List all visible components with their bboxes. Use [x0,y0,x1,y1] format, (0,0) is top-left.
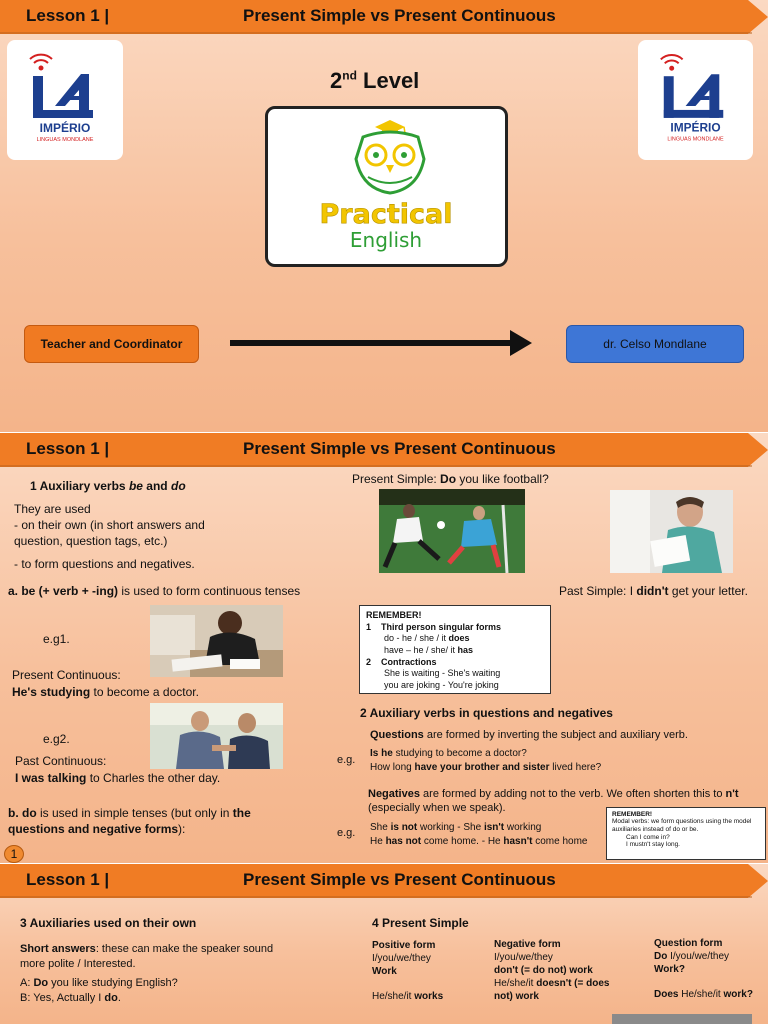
partial-photo [612,1014,752,1024]
remember-box [359,605,551,694]
modal-remember-box [606,807,766,860]
auxiliary-verbs-slide [0,433,768,863]
lesson-label: Lesson 1 | [26,6,110,25]
page-number-badge: 1 [4,845,24,863]
negative-example-1: She is not working - She isn't working [370,822,542,833]
svg-text:English: English [349,228,423,252]
slide-header [0,0,768,34]
practical-english-logo [265,106,508,267]
slide-header [0,864,768,898]
example-1-label: e.g1. [43,632,70,646]
imperio-logo-icon [638,40,753,160]
dialogue-line-b: B: Yes, Actually I do. [20,992,121,1004]
remember-heading-1: 1 Third person singular forms [366,621,502,632]
positive-form-column [372,939,443,1003]
svg-text:LINGUAS MONDLANE: LINGUAS MONDLANE [36,137,94,143]
football-photo [379,489,525,573]
section-4-title: 4 Present Simple [372,916,469,930]
remember-line: you are joking - You're joking [384,680,499,691]
men-talking-photo [150,703,283,769]
remember-example: Can I come in? [626,834,670,842]
section-1-title: 1 Auxiliary verbs be and do [30,479,186,493]
question-example-2: How long have your brother and sister lived here? [370,762,602,773]
remember-line: She is waiting - She's waiting [384,668,501,679]
question-form-line: Do I/you/we/they [654,951,730,962]
negative-form-line: I/you/we/they [494,952,553,963]
svg-text:Practical: Practical [319,199,453,230]
example-2-label: e.g2. [43,732,70,746]
remember-body: Modal verbs: we form questions using the model auxiliaries instead of do or be. [612,818,752,834]
student-studying-photo [150,605,283,677]
past-continuous-label: Past Continuous: [15,754,107,768]
short-answers-rule: Short answers: these can make the speaker sound more polite / Interested. [20,943,274,970]
lesson-label: Lesson 1 | [26,870,110,889]
student-photo-image [150,605,283,677]
remember-heading-2: 2 Contractions [366,656,437,667]
level-heading: 2nd Level [330,68,420,93]
remember-line: do - he / she / it does [384,633,470,644]
past-continuous-example: I was talking to Charles the other day. [15,771,221,785]
used-item-2: - to form questions and negatives. [14,557,195,571]
positive-form-heading: Positive form [372,940,436,951]
questions-rule: Questions are formed by inverting the subject and auxiliary verb. [370,729,688,741]
present-simple-example: Present Simple: Do you like football? [352,472,549,486]
football-image [379,489,525,573]
slide-header [0,433,768,467]
eg-label: e.g. [337,754,356,766]
imperio-logo-icon [7,40,123,160]
svg-text:IMPÉRIO: IMPÉRIO [670,120,721,135]
remember-line: have – he / she/ it has [384,645,474,656]
question-form-heading: Question form [654,938,723,949]
present-continuous-example: He's studying to become a doctor. [12,685,199,699]
section-3-title: 3 Auxiliaries used on their own [20,916,197,930]
remember-example: I mustn't stay long. [626,841,680,849]
svg-text:LINGUAS MONDLANE: LINGUAS MONDLANE [667,136,724,143]
header-title: Present Simple vs Present Continuous [243,870,556,889]
man-reading-letter-photo [610,490,733,573]
auxiliaries-own-slide [0,864,768,1024]
positive-form-line: He/she/it works [372,991,444,1002]
rule-a: a. be (+ verb + -ing) is used to form continuous tenses [8,584,301,598]
present-continuous-label: Present Continuous: [12,668,121,682]
man-reading-image [610,490,733,573]
eg-label: e.g. [337,827,356,839]
used-item-1: - on their own (in short answers and question, question tags, etc.) [14,518,205,549]
header-title: Present Simple vs Present Continuous [243,439,556,458]
title-slide [0,0,768,432]
negatives-note: (especially when we speak). [368,802,506,814]
question-form-line: Work? [654,964,685,975]
past-simple-example: Past Simple: I didn't get your letter. [559,584,748,598]
lesson-label: Lesson 1 | [26,439,110,458]
header-title: Present Simple vs Present Continuous [243,6,556,25]
negative-example-2: He has not come home. - He hasn't come home [370,836,588,847]
negative-form-heading: Negative form [494,939,561,950]
owl-logo-icon [268,109,505,264]
positive-form-line: I/you/we/they [372,953,431,964]
remember-title: REMEMBER! [366,610,422,620]
positive-form-line: Work [372,966,397,977]
svg-text:IMPÉRIO: IMPÉRIO [39,121,91,135]
negatives-rule: Negatives are formed by adding not to the verb. We often shorten this to n't [368,788,739,800]
dialogue-line-a: A: Do you like studying English? [20,977,178,989]
negative-form-line: He/she/it doesn't (= does not) work [494,978,610,1002]
teacher-name-box: dr. Celso Mondlane [566,325,744,363]
question-form-line: Does He/she/it work? [654,989,753,1000]
used-intro: They are used [14,502,91,516]
section-2-title: 2 Auxiliary verbs in questions and negatives [360,706,613,720]
men-talking-image [150,703,283,769]
remember-title: REMEMBER! [612,811,653,818]
question-form-column [654,937,753,1001]
negative-form-line: don't (= do not) work [494,965,593,976]
question-example-1: Is he studying to become a doctor? [370,748,527,759]
teacher-role-box: Teacher and Coordinator [24,325,199,363]
arrow-right-icon [228,328,534,358]
logo-left [7,40,123,160]
rule-b: b. do is used in simple tenses (but only in the questions and negative forms): [8,806,251,837]
logo-right [638,40,753,160]
negative-form-column [494,938,624,1003]
